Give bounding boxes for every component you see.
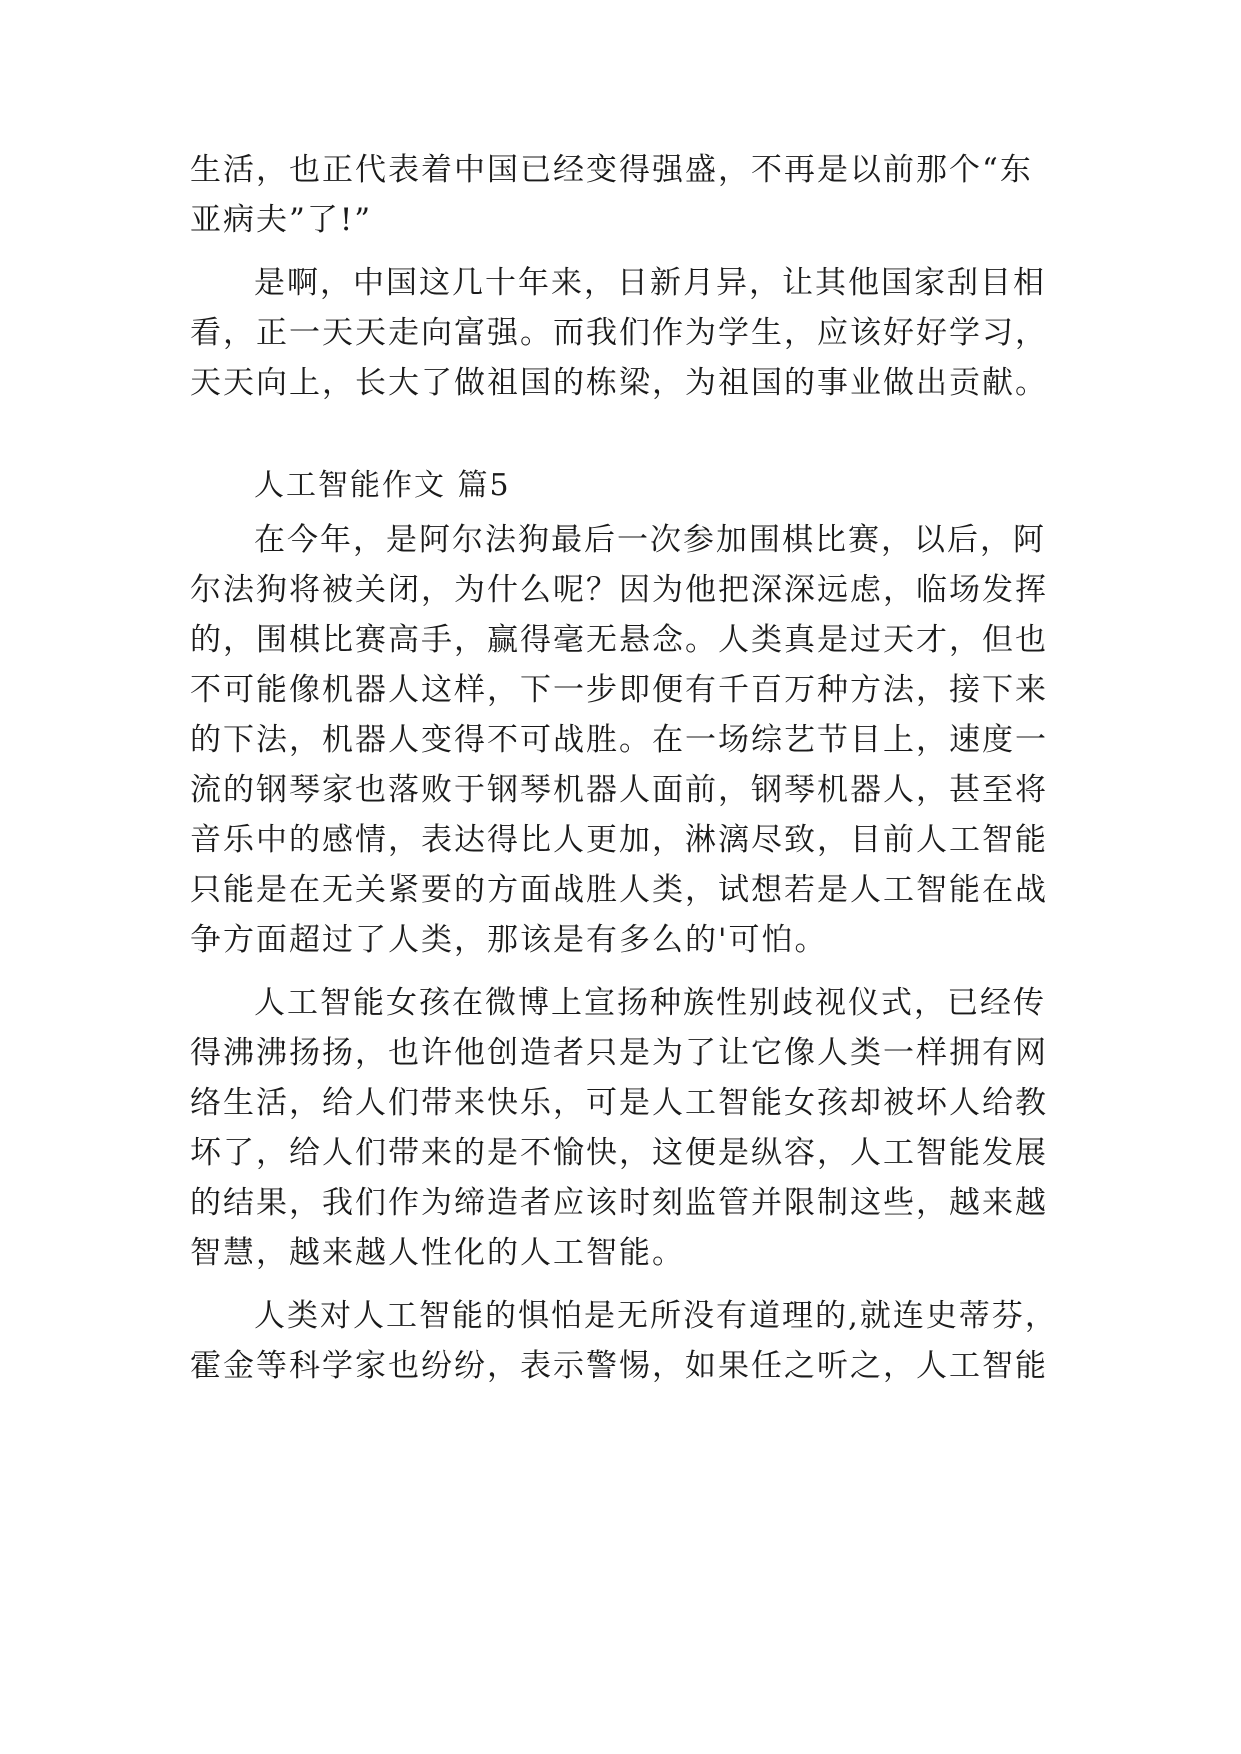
- text-line: 络生活，给人们带来快乐，可是人工智能女孩却被坏人给教: [190, 1085, 1048, 1121]
- text-line: 智慧，越来越人性化的人工智能。: [190, 1235, 685, 1271]
- text-line: 得沸沸扬扬，也许他创造者只是为了让它像人类一样拥有网: [190, 1035, 1048, 1071]
- text-line: 看，正一天天走向富强。而我们作为学生，应该好好学习，: [190, 315, 1048, 351]
- paragraph-first-line: 是啊，中国这几十年来，日新月异，让其他国家刮目相: [254, 265, 1046, 301]
- section-heading: 人工智能作文 篇5: [254, 468, 511, 503]
- paragraph-first-line: 在今年，是阿尔法狗最后一次参加围棋比赛，以后，阿: [254, 522, 1046, 558]
- text-line: 亚病夫”了!”: [190, 202, 373, 238]
- text-line: 霍金等科学家也纷纷，表示警惕，如果任之听之，人工智能: [190, 1348, 1048, 1384]
- text-line: 尔法狗将被关闭，为什么呢？因为他把深深远虑，临场发挥: [190, 572, 1048, 608]
- text-line: 音乐中的感情，表达得比人更加，淋漓尽致，目前人工智能: [190, 822, 1048, 858]
- text-line: 生活，也正代表着中国已经变得强盛，不再是以前那个“东: [190, 152, 1033, 188]
- text-line: 的，围棋比赛高手，赢得毫无悬念。人类真是过天才，但也: [190, 622, 1048, 658]
- paragraph-first-line: 人类对人工智能的惧怕是无所没有道理的,就连史蒂芬，: [254, 1298, 1058, 1334]
- text-line: 坏了，给人们带来的是不愉快，这便是纵容，人工智能发展: [190, 1135, 1048, 1171]
- paragraph-first-line: 人工智能女孩在微博上宣扬种族性别歧视仪式，已经传: [254, 985, 1046, 1021]
- text-line: 只能是在无关紧要的方面战胜人类，试想若是人工智能在战: [190, 872, 1048, 908]
- text-line: 流的钢琴家也落败于钢琴机器人面前，钢琴机器人，甚至将: [190, 772, 1048, 808]
- text-line: 的下法，机器人变得不可战胜。在一场综艺节目上，速度一: [190, 722, 1048, 758]
- text-line: 天天向上，长大了做祖国的栋梁，为祖国的事业做出贡献。: [190, 365, 1048, 401]
- text-line: 不可能像机器人这样，下一步即便有千百万种方法，接下来: [190, 672, 1048, 708]
- text-line: 的结果，我们作为缔造者应该时刻监管并限制这些，越来越: [190, 1185, 1048, 1221]
- text-line: 争方面超过了人类，那该是有多么的'可怕。: [190, 922, 828, 958]
